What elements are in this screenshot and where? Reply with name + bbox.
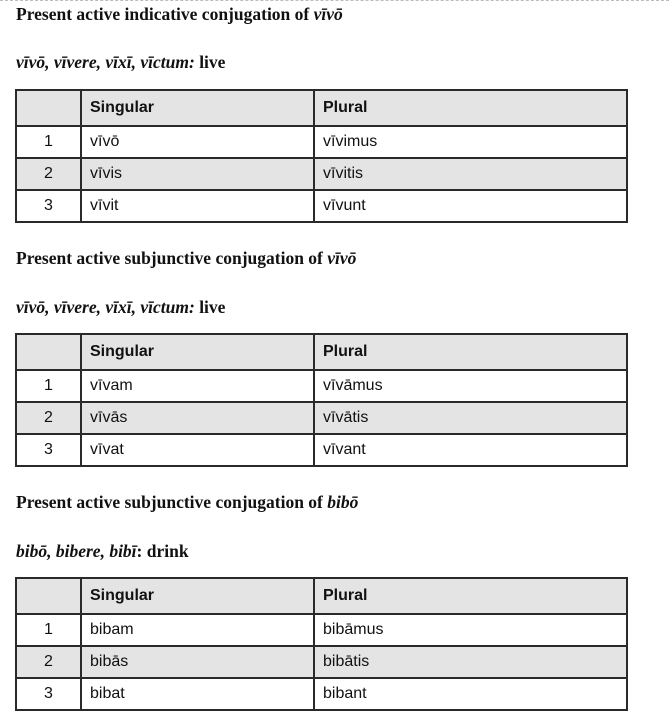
heading-word: vīvō [327,248,357,268]
singular-cell: bibās [81,646,314,678]
principal-parts-bibo [16,541,189,561]
table-header-row [16,90,627,126]
plural-cell: bibant [314,678,627,710]
table-row [16,370,627,402]
conjugation-table-subjunctive-bibo [15,577,628,711]
plural-cell: vīvāmus [314,370,627,402]
table-row [16,614,627,646]
person-cell: 1 [16,370,81,402]
principal-parts-vivo [16,297,225,317]
meaning: live [199,52,226,72]
header-plural: Plural [314,578,627,614]
plural-cell: vīvimus [314,126,627,158]
header-plural: Plural [314,334,627,370]
plural-cell: vīvunt [314,190,627,222]
singular-cell: bibat [81,678,314,710]
person-cell: 1 [16,126,81,158]
table-row [16,158,627,190]
section-heading-subjunctive-bibo [16,492,358,512]
table-row [16,402,627,434]
person-cell: 2 [16,158,81,190]
conjugation-table-indicative-vivo [15,89,628,223]
meaning: : drink [136,541,189,561]
person-cell: 2 [16,646,81,678]
plural-cell: vīvātis [314,402,627,434]
meaning: live [199,297,226,317]
person-cell: 3 [16,434,81,466]
table-header-row [16,334,627,370]
heading-text: Present active indicative conjugation of [16,4,314,24]
conjugation-table-subjunctive-vivo [15,333,628,467]
table-row [16,678,627,710]
section-heading-indicative-vivo [16,4,343,24]
header-person [16,578,81,614]
header-plural: Plural [314,90,627,126]
plural-cell: vīvitis [314,158,627,190]
table-header-row [16,578,627,614]
heading-text: Present active subjunctive conjugation of [16,492,328,512]
header-singular: Singular [81,334,314,370]
table-row [16,646,627,678]
heading-text: Present active subjunctive conjugation of [16,248,328,268]
table-row [16,190,627,222]
header-singular: Singular [81,578,314,614]
section-heading-subjunctive-vivo [16,248,356,268]
person-cell: 2 [16,402,81,434]
table-row [16,434,627,466]
person-cell: 1 [16,614,81,646]
singular-cell: bibam [81,614,314,646]
singular-cell: vīvō [81,126,314,158]
singular-cell: vīvat [81,434,314,466]
principal-parts: vīvō, vīvere, vīxī, vīctum: [16,297,195,317]
header-singular: Singular [81,90,314,126]
principal-parts-vivo [16,52,225,72]
header-person [16,90,81,126]
heading-word: bibō [327,492,359,512]
singular-cell: vīvit [81,190,314,222]
plural-cell: bibātis [314,646,627,678]
principal-parts: vīvō, vīvere, vīxī, vīctum: [16,52,195,72]
person-cell: 3 [16,190,81,222]
table-row [16,126,627,158]
top-divider [0,0,669,1]
plural-cell: bibāmus [314,614,627,646]
singular-cell: vīvās [81,402,314,434]
plural-cell: vīvant [314,434,627,466]
singular-cell: vīvis [81,158,314,190]
heading-word: vīvō [313,4,343,24]
singular-cell: vīvam [81,370,314,402]
principal-parts: bibō, bibere, bibī [16,541,137,561]
header-person [16,334,81,370]
person-cell: 3 [16,678,81,710]
